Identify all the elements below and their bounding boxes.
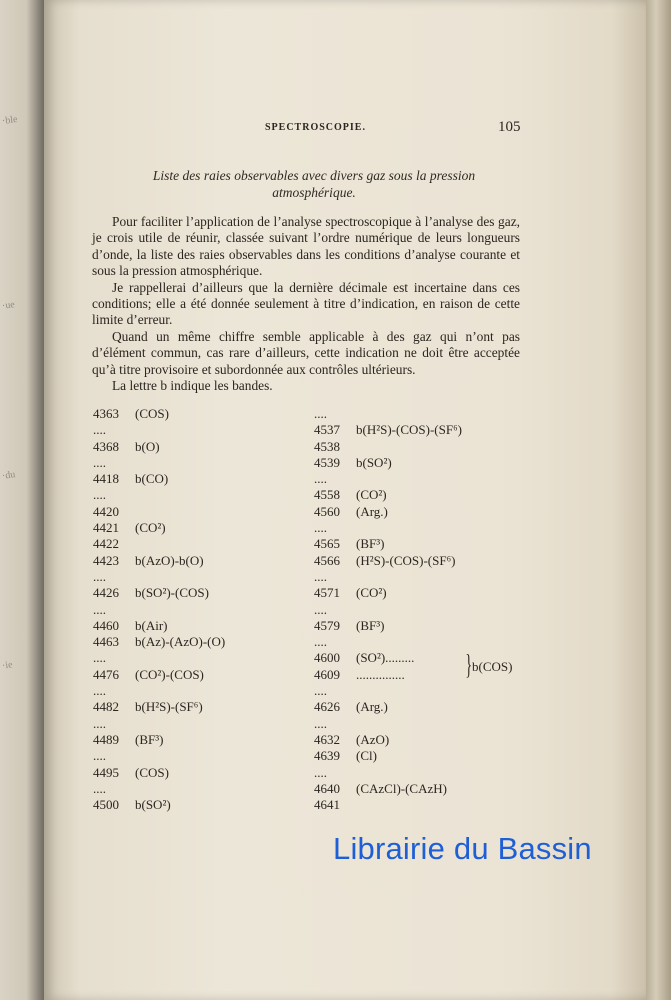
list-item	[93, 748, 293, 764]
paragraph: Je rappellerai d’ailleurs que la dernière décimale est incertaine dans ces conditions; elle a été donnée seulement à titre d’indication, en raison de cette limite d’erreur.	[92, 279, 520, 328]
wavelength-value: 4420	[93, 503, 119, 519]
gas-label: b(CO)	[135, 471, 169, 487]
gas-label: (Arg.)	[356, 699, 388, 715]
gas-label: b(SO²)	[356, 454, 392, 470]
wavelength-value: 4422	[93, 536, 119, 552]
gas-label: b(O)	[135, 438, 160, 454]
list-item	[93, 602, 293, 618]
list-item	[314, 781, 534, 797]
gas-label: (AzO)	[356, 731, 390, 747]
list-item	[93, 455, 293, 471]
wavelength-value: 4463	[93, 634, 119, 650]
list-item	[314, 504, 534, 520]
list-item	[93, 667, 293, 683]
gas-label: b(H²S)-(SF⁶)	[135, 699, 203, 715]
list-item	[93, 406, 293, 422]
list-item	[93, 553, 293, 569]
wavelength-value: 4571	[314, 585, 340, 601]
list-item	[314, 553, 534, 569]
list-item	[314, 455, 534, 471]
wavelength-value: 4423	[93, 552, 119, 568]
wavelength-value: 4626	[314, 699, 340, 715]
wavelength-value: ....	[314, 634, 327, 650]
wavelength-value: ....	[314, 764, 327, 780]
gas-label: (BF³)	[135, 731, 164, 747]
wavelength-value: 4641	[314, 797, 340, 813]
list-item	[93, 650, 293, 666]
wavelength-value: 4560	[314, 503, 340, 519]
gas-label: b(AzO)-b(O)	[135, 552, 204, 568]
wavelength-value: ....	[93, 748, 106, 764]
list-item	[93, 536, 293, 552]
facing-page-bleed: ·du	[1, 469, 17, 482]
list-item	[314, 797, 534, 813]
wavelength-value: 4566	[314, 552, 340, 568]
wavelength-value: 4538	[314, 438, 340, 454]
list-item	[314, 422, 534, 438]
page-edge-right	[646, 0, 671, 1000]
wavelength-value: ....	[93, 683, 106, 699]
book-spine-left	[0, 0, 48, 1000]
gas-label: (BF³)	[356, 617, 385, 633]
list-item	[314, 765, 534, 781]
wavelength-value: 4495	[93, 764, 119, 780]
brace-label: b(COS)	[472, 659, 513, 674]
list-item	[314, 699, 534, 715]
section-title: Liste des raies observables avec divers gaz sous la pression atmosphérique.	[152, 168, 476, 200]
body-text	[92, 214, 520, 394]
list-item	[314, 732, 534, 748]
list-item	[93, 683, 293, 699]
list-item	[314, 406, 534, 422]
gas-label: (BF³)	[356, 536, 385, 552]
wavelength-value: ....	[314, 520, 327, 536]
watermark-text: Librairie du Bassin	[333, 831, 592, 866]
gas-label: b(SO²)-(COS)	[135, 585, 209, 601]
list-item	[314, 748, 534, 764]
list-item	[93, 716, 293, 732]
wavelength-value: 4426	[93, 585, 119, 601]
wavelength-value: 4539	[314, 454, 340, 470]
facing-page-bleed: ·ue	[1, 299, 16, 312]
wavelength-value: ....	[93, 422, 106, 438]
facing-page-bleed: ·ble	[1, 113, 19, 128]
running-header	[44, 121, 648, 141]
list-item	[93, 797, 293, 813]
gas-label: (CO²)	[135, 520, 166, 536]
list-item	[93, 585, 293, 601]
wavelength-value: 4537	[314, 422, 340, 438]
wavelength-value: 4363	[93, 406, 119, 421]
wavelength-value: 4579	[314, 617, 340, 633]
list-item	[93, 732, 293, 748]
wavelength-value: ....	[93, 487, 106, 503]
list-item	[314, 585, 534, 601]
wavelength-value: 4421	[93, 520, 119, 536]
list-item	[93, 699, 293, 715]
wavelength-value: 4418	[93, 471, 119, 487]
list-item	[93, 765, 293, 781]
wavelength-value: 4639	[314, 748, 340, 764]
gas-label: (Cl)	[356, 748, 377, 764]
wavelength-value: 4460	[93, 617, 119, 633]
gas-label: (COS)	[135, 764, 169, 780]
wavelength-value: ....	[314, 471, 327, 487]
header-title: SPECTROSCOPIE.	[265, 122, 366, 133]
gas-label: (COS)	[135, 406, 169, 421]
gas-label: (SO²).........	[356, 650, 415, 666]
gas-label: b(Air)	[135, 617, 168, 633]
list-item	[93, 781, 293, 797]
gas-label: (Arg.)	[356, 503, 388, 519]
gas-label: (CO²)	[356, 487, 387, 503]
list-item	[314, 618, 534, 634]
list-item	[314, 520, 534, 536]
wavelength-value: ....	[93, 568, 106, 584]
list-item	[93, 504, 293, 520]
facing-page-bleed: ·ie	[1, 659, 14, 672]
wavelength-value: ....	[93, 454, 106, 470]
wavelength-value: 4482	[93, 699, 119, 715]
list-item	[314, 569, 534, 585]
wavelength-value: ....	[314, 568, 327, 584]
wavelength-value: 4640	[314, 780, 340, 796]
list-item	[93, 422, 293, 438]
paragraph: La lettre b indique les bandes.	[112, 378, 273, 394]
list-item	[93, 520, 293, 536]
wavelength-value: 4565	[314, 536, 340, 552]
paragraph: Quand un même chiffre semble applicable à des gaz qui n’ont pas d’élément commun, cas rare d’ailleurs, cette indication ne doit être acceptée qu’à titre provisoire et subordonnée aux contrôles ultérieurs.	[92, 328, 520, 377]
wavelength-value: 4476	[93, 666, 119, 682]
gas-label: b(Az)-(AzO)-(O)	[135, 634, 226, 650]
page-number: 105	[498, 119, 521, 135]
wavelength-value: 4500	[93, 797, 119, 813]
gas-label: b(H²S)-(COS)-(SF⁶)	[356, 422, 462, 438]
list-item	[314, 536, 534, 552]
list-item	[93, 471, 293, 487]
list-item	[93, 618, 293, 634]
gas-label: (CO²)	[356, 585, 387, 601]
list-item	[93, 487, 293, 503]
wavelength-list-right	[314, 406, 534, 813]
list-item	[93, 569, 293, 585]
list-item	[93, 439, 293, 455]
wavelength-value: ....	[93, 650, 106, 666]
wavelength-value: ....	[314, 406, 327, 421]
wavelength-value: ....	[314, 715, 327, 731]
wavelength-value: 4368	[93, 438, 119, 454]
gas-label: (H²S)-(COS)-(SF⁶)	[356, 552, 456, 568]
gas-label: (CAzCl)-(CAzH)	[356, 780, 447, 796]
wavelength-value: ....	[93, 601, 106, 617]
wavelength-value: ....	[93, 780, 106, 796]
brace-symbol: }	[465, 650, 473, 681]
gas-label: b(SO²)	[135, 797, 171, 813]
wavelength-value: 4632	[314, 731, 340, 747]
wavelength-list-left	[93, 406, 293, 813]
list-item	[314, 439, 534, 455]
list-item	[314, 471, 534, 487]
list-item	[314, 487, 534, 503]
paragraph: Pour faciliter l’application de l’analyse spectroscopique à l’analyse des gaz, je crois utile de réunir, classée suivant l’ordre numérique de leurs longueurs d’onde, la liste des raies observables dans les conditions d’analyse courante et sous la pression atmosphérique.	[92, 214, 520, 279]
gas-label: (CO²)-(COS)	[135, 666, 204, 682]
wavelength-value: 4600	[314, 650, 340, 666]
wavelength-value: ....	[314, 683, 327, 699]
wavelength-value: 4558	[314, 487, 340, 503]
wavelength-value: ....	[314, 601, 327, 617]
gas-label: ...............	[356, 666, 405, 682]
list-item	[93, 634, 293, 650]
list-item	[314, 683, 534, 699]
list-item	[314, 634, 534, 650]
wavelength-value: 4609	[314, 666, 340, 682]
wavelength-value: 4489	[93, 731, 119, 747]
list-item	[314, 602, 534, 618]
wavelength-value: ....	[93, 715, 106, 731]
list-item	[314, 716, 534, 732]
